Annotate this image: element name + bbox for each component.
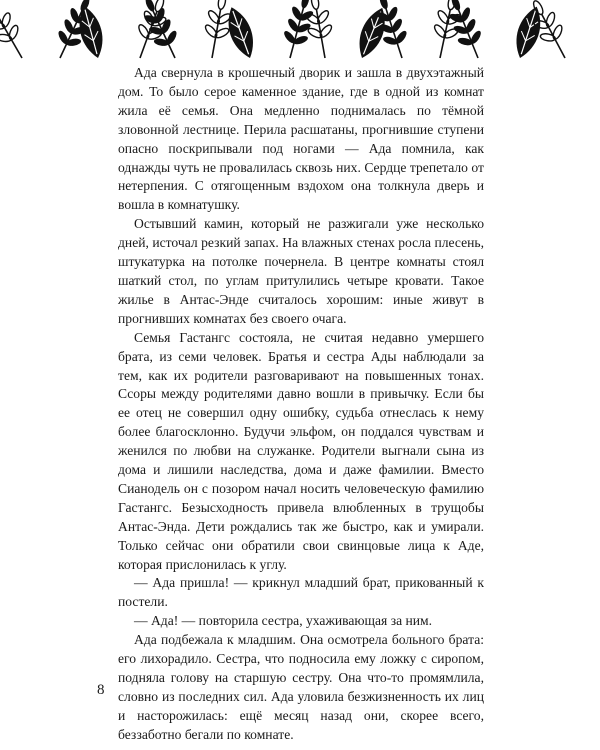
leaf-ornament-border (0, 0, 600, 62)
dialogue-line: — Ада! — повторила сестра, ухаживающая за ним. (134, 613, 433, 629)
paragraph: Остывший камин, который не разжигали уже несколько дней, источал резкий запах. На влажных стенах росла плесень, штукатурка на потолке почернела. В центре комнаты стоял шаткий стол, по углам притулились четыре кровати. Такое жилье в Антас-Энде считалось хорошим: иные живут в прогнивших комнатах без своего очага. (118, 216, 484, 326)
dialogue-line: — Ада пришла! — крикнул младший брат, прикованный к постели. (118, 575, 484, 610)
page-number: 8 (97, 682, 105, 698)
paragraph: Ада подбежала к младшим. Она осмотрела больного брата: его лихорадило. Сестра, что подносила ему ложку с сиропом, подняла голову на старшую сестру. Она что-то промямлила, словно из последних сил. Ада уловила безжизненность их лиц и насторожилась: ещё месяц назад они, скорее всего, беззаботно бегали по комнате. (118, 632, 484, 742)
paragraph: Ада свернула в крошечный дворик и зашла в двухэтажный дом. То было серое каменное здание, где в одной из комнат жила её семья. Она медленно поднималась по тёмной зловонной лестнице. Перила расшатаны, прогнившие ступени опасно поскрипывали под ногами — Ада помнила, как однажды чуть не провалилась сквозь них. Сердце трепетало от нетерпения. С отягощенным вздохом она толкнула дверь и вошла в комнатушку. (118, 65, 484, 213)
body-text (118, 64, 484, 745)
paragraph: Семья Гастангс состояла, не считая недавно умершего брата, из семи человек. Братья и сестра Ады наблюдали за тем, как их родители разговаривают на повышенных тонах. Ссоры между родителями давно вошли в привычку. Если бы ее отец не совершил одну ошибку, судьба отнеслась к нему более благосклонно. Будучи эльфом, он поддался чувствам и женился по любви на служанке. Родители выгнали сына из дома и лишили наследства, дома и даже фамилии. Вместо Сианодель он с позором начал носить человеческую фамилию Гастангс. Безысходность привела влюбленных в трущобы Антас-Энда. Дети рождались так же быстро, как и умирали. Только сейчас они обратили свои свинцовые лица к Аде, которая прислонилась к углу. (118, 329, 484, 572)
